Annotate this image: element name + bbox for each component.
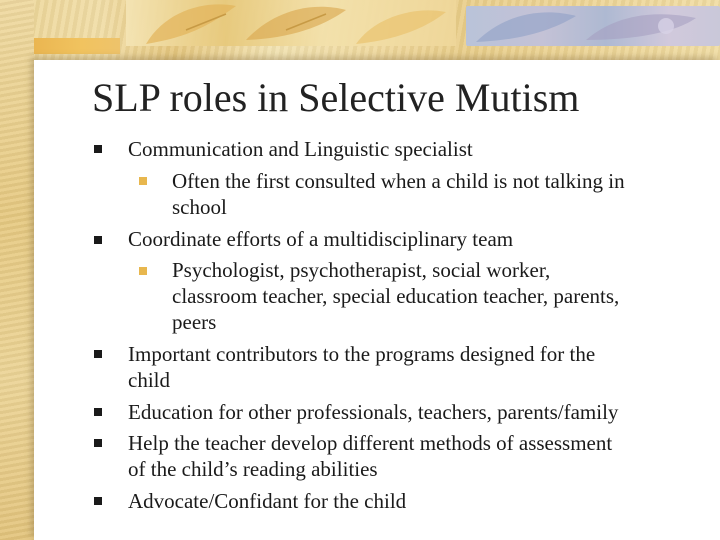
bullet-marker <box>94 145 102 153</box>
bullet-text: Communication and Linguistic specialist <box>128 137 473 161</box>
leaf-painting-icon <box>126 0 456 46</box>
bullet-marker <box>94 497 102 505</box>
bullet-text: Education for other professionals, teachers, parents/family <box>128 400 619 424</box>
bullet-marker <box>94 350 102 358</box>
bullet-text: child <box>128 368 170 392</box>
bullet-marker <box>94 439 102 447</box>
sub-bullet-text: peers <box>172 310 217 334</box>
sub-bullet-marker <box>139 177 147 185</box>
slide-title: SLP roles in Selective Mutism <box>92 75 580 120</box>
bullet-text: Advocate/Confidant for the child <box>128 489 407 513</box>
blue-leaf-painting-icon <box>466 6 720 46</box>
bullet-text: of the child’s reading abilities <box>128 457 378 481</box>
bullet-text: Help the teacher develop different methods of assessment <box>128 431 613 455</box>
orange-accent-strip <box>24 38 120 54</box>
sub-bullet-text: Often the first consulted when a child is not talking in <box>172 169 625 193</box>
bullet-text: Important contributors to the programs designed for the <box>128 342 596 366</box>
parchment-side-strip <box>0 0 34 540</box>
bullet-marker <box>94 408 102 416</box>
sub-bullet-marker <box>139 267 147 275</box>
sub-bullet-text: classroom teacher, special education teacher, parents, <box>172 284 620 308</box>
sub-bullet-text: Psychologist, psychotherapist, social worker, <box>172 258 551 282</box>
bullet-marker <box>94 236 102 244</box>
sub-bullet-text: school <box>172 195 227 219</box>
bullet-text: Coordinate efforts of a multidisciplinary team <box>128 227 514 251</box>
